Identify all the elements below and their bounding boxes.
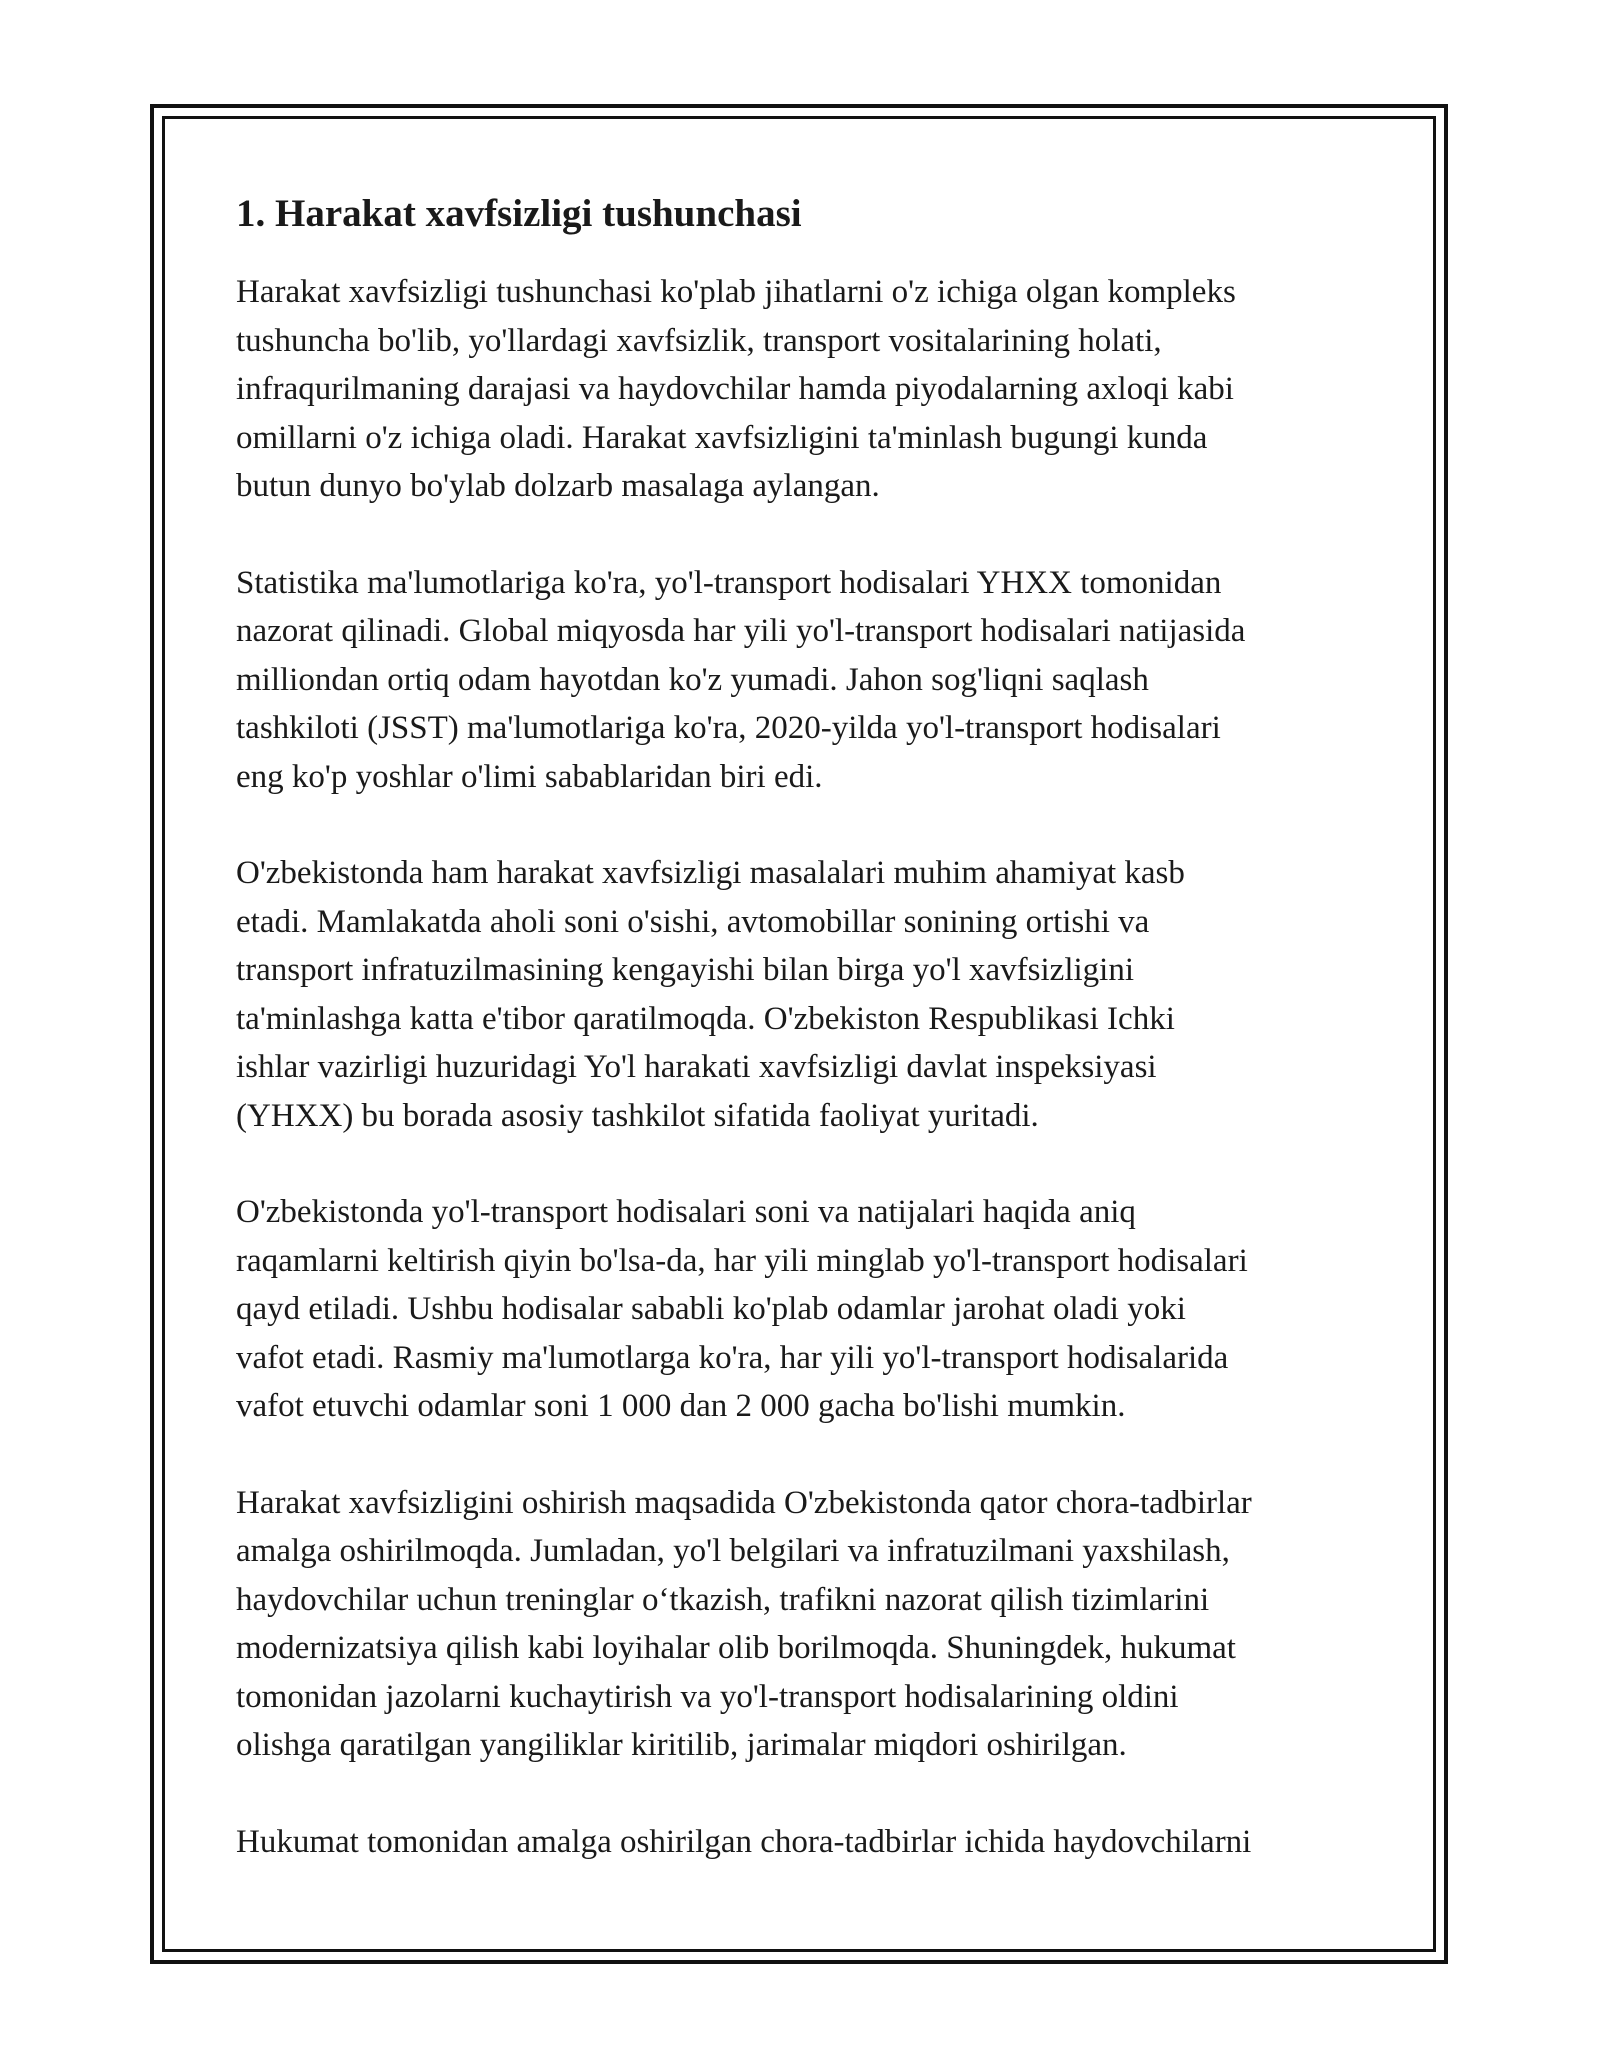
paragraph-line: vafot etadi. Rasmiy ma'lumotlarga ko'ra, har yili yo'l-transport hodisalarida bbox=[236, 1339, 1229, 1376]
paragraph-line: tushuncha bo'lib, yo'llardagi xavfsizlik, transport vositalarining holati, bbox=[236, 322, 1162, 359]
paragraph-line: omillarni o'z ichiga oladi. Harakat xavfsizligini ta'minlash bugungi kunda bbox=[236, 419, 1208, 456]
paragraph-line: tomonidan jazolarni kuchaytirish va yo'l-transport hodisalarining oldini bbox=[236, 1678, 1179, 1715]
document-body bbox=[236, 186, 1376, 1914]
paragraph-line: (YHXX) bu borada asosiy tashkilot sifatida faoliyat yuritadi. bbox=[236, 1097, 1039, 1134]
paragraph-5 bbox=[236, 1479, 1376, 1770]
paragraph-line: qayd etiladi. Ushbu hodisalar sababli ko'plab odamlar jarohat oladi yoki bbox=[236, 1291, 1186, 1327]
paragraph-6 bbox=[236, 1818, 1376, 1867]
paragraph-line: olishga qaratilgan yangiliklar kiritilib, jarimalar miqdori oshirilgan. bbox=[236, 1727, 1127, 1763]
paragraph-2 bbox=[236, 559, 1376, 802]
paragraph-line: tashkiloti (JSST) ma'lumotlariga ko'ra, 2020-yilda yo'l-transport hodisalari bbox=[236, 710, 1221, 746]
paragraph-line: ta'minlashga katta e'tibor qaratilmoqda. O'zbekiston Respublikasi Ichki bbox=[236, 1000, 1175, 1037]
paragraph-line: etadi. Mamlakatda aholi soni o'sishi, avtomobillar sonining ortishi va bbox=[236, 903, 1150, 940]
paragraph-line: haydovchilar uchun treninglar o‘tkazish, trafikni nazorat qilish tizimlarini bbox=[236, 1581, 1210, 1618]
paragraph-line: modernizatsiya qilish kabi loyihalar olib borilmoqda. Shuningdek, hukumat bbox=[236, 1630, 1236, 1666]
paragraph-line: nazorat qilinadi. Global miqyosda har yili yo'l-transport hodisalari natijasida bbox=[236, 613, 1246, 649]
paragraph-line: O'zbekistonda yo'l-transport hodisalari soni va natijalari haqida aniq bbox=[236, 1194, 1136, 1230]
paragraph-3 bbox=[236, 849, 1376, 1140]
paragraph-line: Harakat xavfsizligi tushunchasi ko'plab jihatlarni o'z ichiga olgan kompleks bbox=[236, 274, 1236, 310]
paragraph-line: raqamlarni keltirish qiyin bo'lsa-da, har yili minglab yo'l-transport hodisalari bbox=[236, 1242, 1248, 1279]
paragraph-line: infraqurilmaning darajasi va haydovchilar hamda piyodalarning axloqi kabi bbox=[236, 371, 1234, 407]
paragraph-4 bbox=[236, 1188, 1376, 1431]
paragraph-line: Harakat xavfsizligini oshirish maqsadida O'zbekistonda qator chora-tadbirlar bbox=[236, 1484, 1252, 1521]
paragraph-line: transport infratuzilmasining kengayishi bilan birga yo'l xavfsizligini bbox=[236, 952, 1134, 988]
paragraph-line: O'zbekistonda ham harakat xavfsizligi masalalari muhim ahamiyat kasb bbox=[236, 855, 1185, 891]
paragraph-line: eng ko'p yoshlar o'limi sabablaridan biri edi. bbox=[236, 758, 823, 795]
paragraph-line: butun dunyo bo'ylab dolzarb masalaga aylangan. bbox=[236, 468, 880, 504]
paragraph-line: vafot etuvchi odamlar soni 1 000 dan 2 000 gacha bo'lishi mumkin. bbox=[236, 1388, 1126, 1424]
paragraph-line: Statistika ma'lumotlariga ko'ra, yo'l-transport hodisalari YHXX tomonidan bbox=[236, 564, 1222, 601]
paragraph-line: amalga oshirilmoqda. Jumladan, yo'l belgilari va infratuzilmani yaxshilash, bbox=[236, 1533, 1230, 1569]
section-heading: 1. Harakat xavfsizligi tushunchasi bbox=[236, 192, 802, 235]
paragraph-line: Hukumat tomonidan amalga oshirilgan chora-tadbirlar ichida haydovchilarni bbox=[236, 1823, 1252, 1860]
paragraph-line: milliondan ortiq odam hayotdan ko'z yumadi. Jahon sog'liqni saqlash bbox=[236, 661, 1149, 698]
paragraph-1 bbox=[236, 268, 1376, 511]
paragraph-line: ishlar vazirligi huzuridagi Yo'l harakati xavfsizligi davlat inspeksiyasi bbox=[236, 1049, 1157, 1085]
